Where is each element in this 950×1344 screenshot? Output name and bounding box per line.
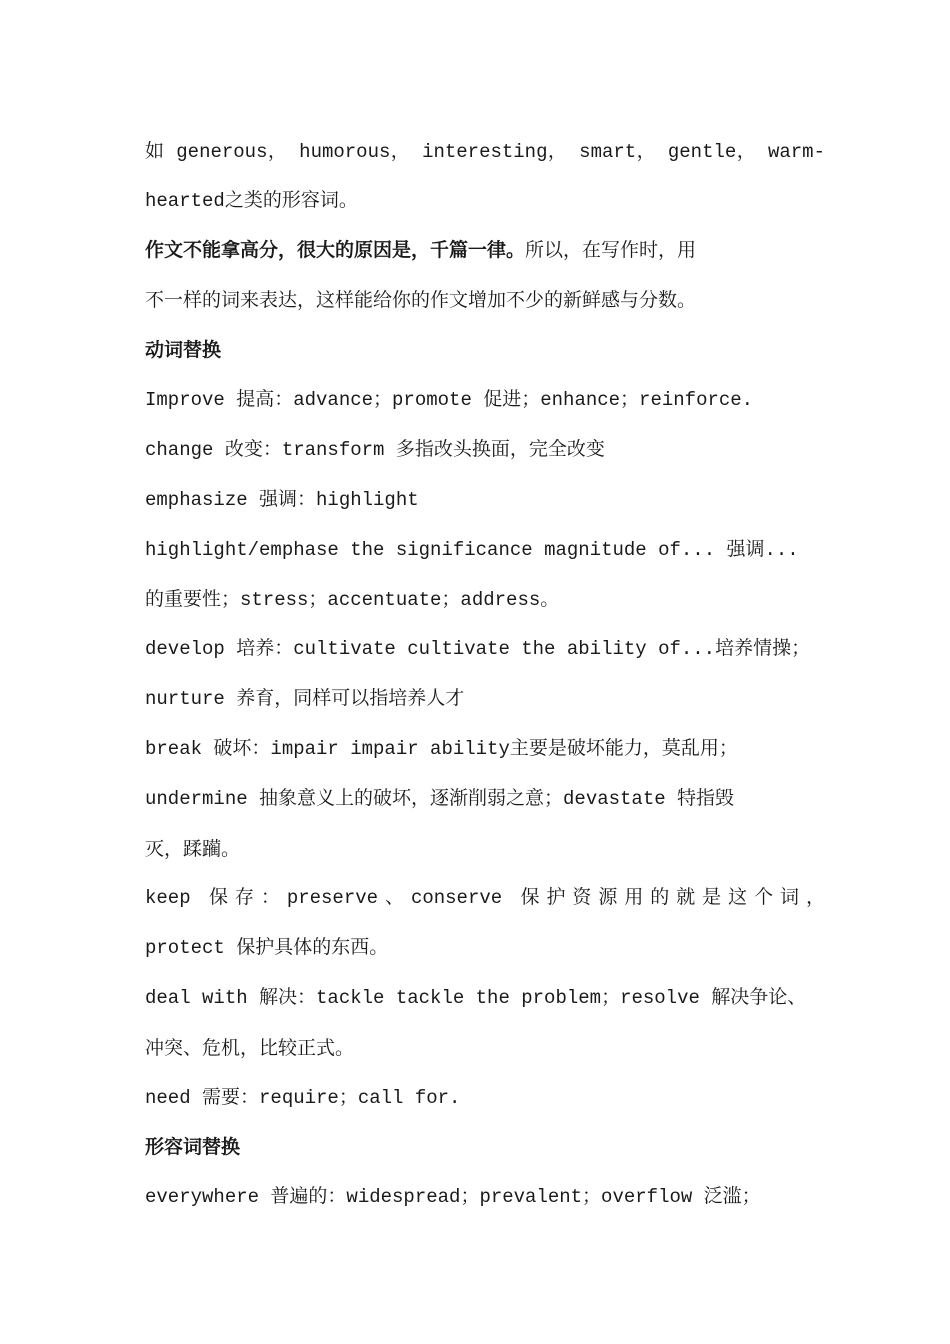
text-line-14: undermine 抽象意义上的破坏，逐渐削弱之意；devastate 特指毁 (145, 788, 735, 810)
text-line-19: 冲突、危机，比较正式。 (145, 1037, 355, 1059)
text-line-6: Improve 提高：advance；promote 促进；enhance；reinforce. (145, 389, 754, 411)
text-line-18: deal with 解决：tackle tackle the problem；resolve 解决争论、 (145, 987, 807, 1009)
section-heading-verbs: 动词替换 (145, 339, 222, 361)
text-line-4: 不一样的词来表达，这样能给你的作文增加不少的新鲜感与分数。 (145, 289, 697, 311)
text-line-12: nurture 养育，同样可以指培养人才 (145, 688, 465, 710)
text-line-10: 的重要性；stress；accentuate；address。 (145, 589, 560, 611)
text-line-8: emphasize 强调：highlight (145, 489, 419, 511)
section-heading-adjectives: 形容词替换 (145, 1136, 241, 1158)
text-line-15: 灭，蹂躏。 (145, 838, 241, 860)
emphasis-text: 作文不能拿高分，很大的原因是，千篇一律。 (145, 239, 526, 261)
text-line-11: develop 培养：cultivate cultivate the ability of...培养情操； (145, 638, 811, 660)
text-line-3 (145, 230, 825, 270)
text-line-2: hearted之类的形容词。 (145, 190, 358, 212)
text-line-16: keep 保存：preserve、conserve 保护资源用的就是这个词， (145, 887, 825, 909)
text-line-1: 如 generous， humorous， interesting， smart， gentle， warm- (145, 141, 825, 163)
text-line-22: everywhere 普遍的：widespread；prevalent；overflow 泛滥； (145, 1186, 761, 1208)
text-line-9: highlight/emphase the significance magnitude of... 强调... (145, 539, 799, 561)
normal-text: 所以，在写作时，用 (525, 239, 697, 261)
text-line-20: need 需要：require；call for. (145, 1087, 461, 1109)
text-line-17: protect 保护具体的东西。 (145, 937, 389, 959)
text-line-13: break 破坏：impair impair ability主要是破坏能力，莫乱用； (145, 738, 738, 760)
text-line-7: change 改变：transform 多指改头换面，完全改变 (145, 439, 605, 461)
